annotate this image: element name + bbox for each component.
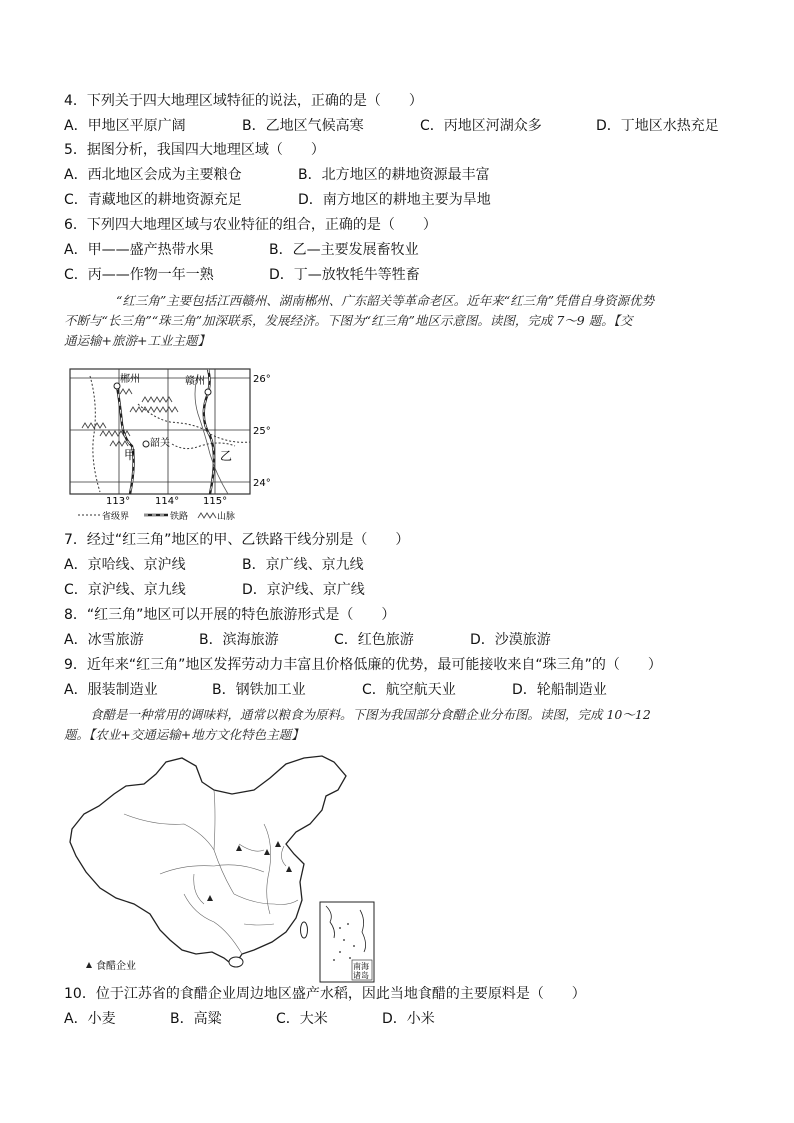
q9-option-a[interactable]: A．服装制造业 [64,682,158,698]
red-triangle-map [60,364,300,524]
q5-option-b[interactable]: B．北方地区的耕地资源最丰富 [298,167,490,183]
question-5-stem: 5．据图分析，我国四大地理区域（ ） [64,142,325,158]
lon-label: 114° [155,496,180,507]
q4-option-b[interactable]: B．乙地区气候高寒 [242,118,364,134]
city-label-chenzhou: 郴州 [120,374,140,385]
question-10-stem: 10．位于江苏省的食醋企业周边地区盛产水稻，因此当地食醋的主要原料是（ ） [64,986,586,1002]
question-7-options-row1 [64,556,744,574]
lat-label: 24° [253,478,271,489]
q10-option-c[interactable]: C．大米 [276,1011,328,1027]
inset-label-line2: 诸岛 [353,971,369,980]
taiwan-island [301,922,308,938]
q10-option-b[interactable]: B．高粱 [170,1011,222,1027]
q7-option-d[interactable]: D．京沪线、京广线 [242,582,365,598]
question-9-stem: 9．近年来“红三角”地区发挥劳动力丰富且价格低廉的优势，最可能接收来自“珠三角”的（ ） [64,657,662,673]
city-label-shaoguan: 韶关 [150,438,170,449]
q7-option-c[interactable]: C．京沪线、京九线 [64,582,186,598]
legend-mountain-label: 山脉 [217,512,236,522]
legend-vinegar-label: 食醋企业 [96,961,136,972]
lat-label: 26° [253,374,271,385]
q6-option-c[interactable]: C．丙——作物一年一熟 [64,267,214,283]
china-vinegar-map [64,754,394,984]
q9-option-d[interactable]: D．轮船制造业 [512,682,607,698]
lat-label: 25° [253,426,271,437]
question-7-options-row2 [64,581,744,599]
question-7-stem: 7．经过“红三角”地区的甲、乙铁路干线分别是（ ） [64,532,410,548]
q4-option-a[interactable]: A．甲地区平原广阔 [64,118,186,134]
q6-option-a[interactable]: A．甲——盛产热带水果 [64,242,214,258]
railway-label-jia: 甲 [124,448,137,462]
q5-option-c[interactable]: C．青藏地区的耕地资源充足 [64,192,242,208]
q8-option-c[interactable]: C．红色旅游 [334,632,414,648]
q5-option-d[interactable]: D．南方地区的耕地主要为旱地 [298,192,491,208]
q10-option-a[interactable]: A．小麦 [64,1011,116,1027]
lon-label: 115° [203,496,228,507]
legend-border-label: 省级界 [102,512,130,522]
q8-option-b[interactable]: B．滨海旅游 [199,632,279,648]
hainan-island [229,957,243,967]
legend-railway-label: 铁路 [170,512,189,522]
question-10-options [64,1010,744,1028]
q4-option-d[interactable]: D．丁地区水热充足 [596,118,719,134]
question-4-options [64,117,744,135]
lon-label: 113° [106,496,131,507]
inset-label-line1: 南海 [353,962,369,971]
legend-vinegar-icon [86,962,92,968]
railway-label-yi: 乙 [220,449,233,463]
city-marker [205,389,211,395]
question-9-options [64,681,744,699]
question-8-options [64,631,744,649]
q6-option-b[interactable]: B．乙—主要发展畜牧业 [269,242,419,258]
passage-vinegar: 食醋是一种常用的调味料，通常以粮食为原料。下图为我国部分食醋企业分布图。读图，完成 10～12 题。【农业+交通运输+地方文化特色主题】 [64,707,651,742]
q6-option-d[interactable]: D．丁—放牧牦牛等牲畜 [269,267,420,283]
q5-option-a[interactable]: A．西北地区会成为主要粮仓 [64,167,242,183]
q9-option-c[interactable]: C．航空航天业 [362,682,456,698]
q9-option-b[interactable]: B．钢铁加工业 [212,682,306,698]
legend-mountain-symbol [198,513,216,518]
question-4-stem: 4．下列关于四大地理区域特征的说法，正确的是（ ） [64,93,423,109]
q8-option-a[interactable]: A．冰雪旅游 [64,632,144,648]
passage-red-triangle: “红三角”主要包括江西赣州、湖南郴州、广东韶关等革命老区。近年来“红三角”凭借自身资源优势 不断与“长三角”“珠三角”加深联系，发展经济。下图为“红三角”地区示意图。读图，完成 7～9 题。【交 通运输+旅游+工业主题】 [64,293,655,348]
q8-option-d[interactable]: D．沙漠旅游 [470,632,551,648]
question-6-stem: 6．下列四大地理区域与农业特征的组合，正确的是（ ） [64,217,437,233]
q7-option-a[interactable]: A．京哈线、京沪线 [64,557,186,573]
question-5-options-row1 [64,166,744,184]
city-marker [143,441,149,447]
q7-option-b[interactable]: B．京广线、京九线 [242,557,364,573]
question-6-options-row1 [64,241,744,259]
city-label-ganzhou: 赣州 [185,376,205,387]
question-5-options-row2 [64,191,744,209]
question-8-stem: 8．“红三角”地区可以开展的特色旅游形式是（ ） [64,607,396,623]
q4-option-c[interactable]: C．丙地区河湖众多 [420,118,542,134]
q10-option-d[interactable]: D．小米 [382,1011,435,1027]
question-6-options-row2 [64,266,744,284]
